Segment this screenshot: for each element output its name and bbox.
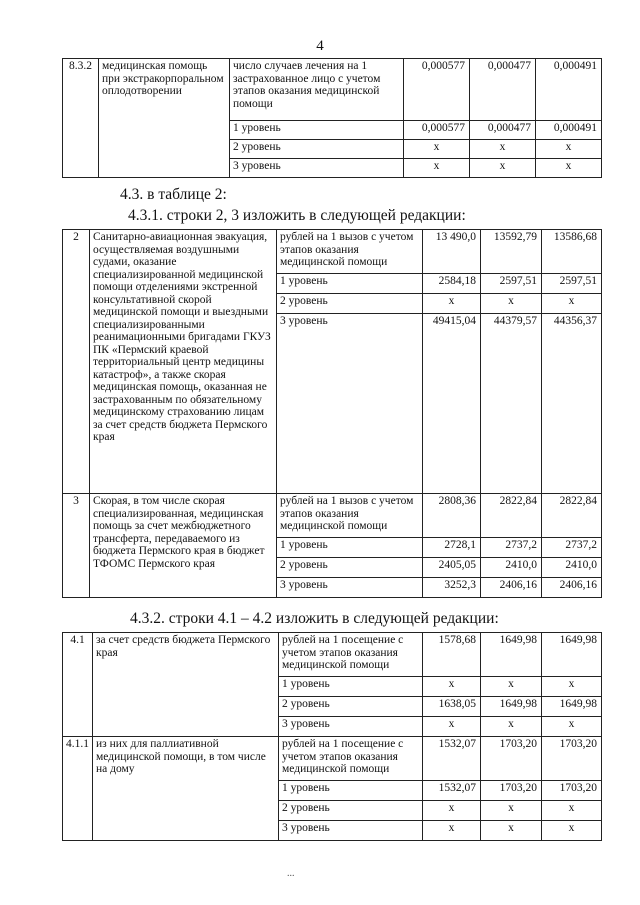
value-cell: x — [536, 159, 602, 178]
value-cell: x — [481, 821, 542, 841]
row-name: Санитарно-авиационная эвакуация, осуществляемая воздушными судами, оказание специализированной медицинской помощи отделениями экстренной консультативной скорой медицинской помощи и выездными специализированными реанимационными бригадами ГКУЗ ПК «Пермский краевой территориальный центр медицины катастроф», а также скорая медицинская помощь, оказанная не застрахованным по обязательному медицинскому страхованию лицам за счет средств бюджета Пермского края — [90, 230, 277, 494]
row-number: 4.1.1 — [63, 737, 93, 841]
value-cell: 49415,04 — [423, 314, 481, 494]
unit-cell: рублей на 1 вызов с учетом этапов оказания медицинской помощи — [277, 494, 423, 538]
value-cell: 1703,20 — [481, 781, 542, 801]
row-number: 2 — [63, 230, 90, 494]
value-cell: 2406,16 — [481, 578, 542, 598]
value-cell: 0,000577 — [404, 59, 470, 121]
value-cell: x — [481, 677, 542, 697]
level-label: 2 уровень — [279, 697, 423, 717]
value-cell: x — [423, 677, 481, 697]
level-label: 3 уровень — [277, 314, 423, 494]
table-row — [63, 230, 602, 274]
unit-cell: число случаев лечения на 1 застрахованное лицо с учетом этапов оказания медицинской помощи — [230, 59, 404, 121]
unit-cell: рублей на 1 посещение с учетом этапов оказания медицинской помощи — [279, 737, 423, 781]
value-cell: x — [542, 821, 602, 841]
table-ivf — [62, 58, 602, 178]
table-row — [63, 737, 602, 781]
value-cell: 1649,98 — [542, 697, 602, 717]
value-cell: x — [542, 294, 602, 314]
value-cell: x — [481, 717, 542, 737]
value-cell: 1703,20 — [481, 737, 542, 781]
value-cell: 2406,16 — [542, 578, 602, 598]
value-cell: 1638,05 — [423, 697, 481, 717]
unit-cell: рублей на 1 вызов с учетом этапов оказания медицинской помощи — [277, 230, 423, 274]
value-cell: x — [542, 801, 602, 821]
value-cell: x — [542, 677, 602, 697]
value-cell: 2405,05 — [423, 558, 481, 578]
level-label: 2 уровень — [277, 558, 423, 578]
level-label: 1 уровень — [277, 274, 423, 294]
value-cell: 1703,20 — [542, 737, 602, 781]
level-label: 2 уровень — [279, 801, 423, 821]
level-label: 3 уровень — [279, 821, 423, 841]
value-cell: 3252,3 — [423, 578, 481, 598]
value-cell: x — [481, 294, 542, 314]
value-cell: 0,000491 — [536, 59, 602, 121]
value-cell: 1703,20 — [542, 781, 602, 801]
value-cell: 2808,36 — [423, 494, 481, 538]
value-cell: 0,000577 — [404, 121, 470, 140]
section-heading: 4.3.2. строки 4.1 – 4.2 изложить в следующей редакции: — [130, 610, 499, 627]
level-label: 3 уровень — [279, 717, 423, 737]
row-name: Скорая, в том числе скорая специализированная, медицинская помощь за счет межбюджетного трансферта, передаваемого из бюджета Пермского края в бюджет ТФОМС Пермского края — [90, 494, 277, 598]
value-cell: 2728,1 — [423, 538, 481, 558]
table-row — [63, 59, 602, 121]
value-cell: 2737,2 — [542, 538, 602, 558]
level-label: 2 уровень — [230, 140, 404, 159]
value-cell: 1532,07 — [423, 781, 481, 801]
value-cell: 0,000477 — [470, 121, 536, 140]
page-number: 4 — [316, 38, 324, 54]
unit-cell: рублей на 1 посещение с учетом этапов оказания медицинской помощи — [279, 633, 423, 677]
value-cell: 2584,18 — [423, 274, 481, 294]
value-cell: x — [423, 717, 481, 737]
row-number: 3 — [63, 494, 90, 598]
value-cell: x — [423, 294, 481, 314]
value-cell: x — [481, 801, 542, 821]
value-cell: 13 490,0 — [423, 230, 481, 274]
level-label: 3 уровень — [277, 578, 423, 598]
value-cell: x — [423, 801, 481, 821]
value-cell: 1649,98 — [542, 633, 602, 677]
section-heading: 4.3. в таблице 2: — [120, 186, 227, 203]
value-cell: x — [404, 159, 470, 178]
value-cell: 0,000477 — [470, 59, 536, 121]
value-cell: 44379,57 — [481, 314, 542, 494]
value-cell: x — [470, 159, 536, 178]
value-cell: 1578,68 — [423, 633, 481, 677]
value-cell: 2597,51 — [481, 274, 542, 294]
value-cell: 1532,07 — [423, 737, 481, 781]
row-name: из них для паллиативной медицинской помощи, в том числе на дому — [93, 737, 279, 841]
level-label: 1 уровень — [230, 121, 404, 140]
level-label: 1 уровень — [279, 781, 423, 801]
level-label: 1 уровень — [277, 538, 423, 558]
value-cell: x — [536, 140, 602, 159]
value-cell: 2822,84 — [542, 494, 602, 538]
value-cell: 0,000491 — [536, 121, 602, 140]
section-heading: 4.3.1. строки 2, 3 изложить в следующей редакции: — [128, 207, 466, 224]
value-cell: x — [423, 821, 481, 841]
row-number: 8.3.2 — [63, 59, 99, 178]
value-cell: 2597,51 — [542, 274, 602, 294]
value-cell: 2822,84 — [481, 494, 542, 538]
value-cell: 13586,68 — [542, 230, 602, 274]
value-cell: 2410,0 — [481, 558, 542, 578]
table-budget — [62, 632, 602, 841]
row-name: за счет средств бюджета Пермского края — [93, 633, 279, 737]
value-cell: 13592,79 — [481, 230, 542, 274]
scan-mark: ... — [287, 868, 295, 879]
value-cell: 1649,98 — [481, 697, 542, 717]
level-label: 1 уровень — [279, 677, 423, 697]
table-row — [63, 633, 602, 677]
row-name: медицинская помощь при экстракорпоральном оплодотворении — [99, 59, 230, 178]
value-cell: x — [404, 140, 470, 159]
level-label: 2 уровень — [277, 294, 423, 314]
table-row — [63, 494, 602, 538]
level-label: 3 уровень — [230, 159, 404, 178]
value-cell: 2737,2 — [481, 538, 542, 558]
row-number: 4.1 — [63, 633, 93, 737]
value-cell: x — [542, 717, 602, 737]
value-cell: 2410,0 — [542, 558, 602, 578]
value-cell: 1649,98 — [481, 633, 542, 677]
value-cell: 44356,37 — [542, 314, 602, 494]
value-cell: x — [470, 140, 536, 159]
table-emergency — [62, 229, 602, 598]
